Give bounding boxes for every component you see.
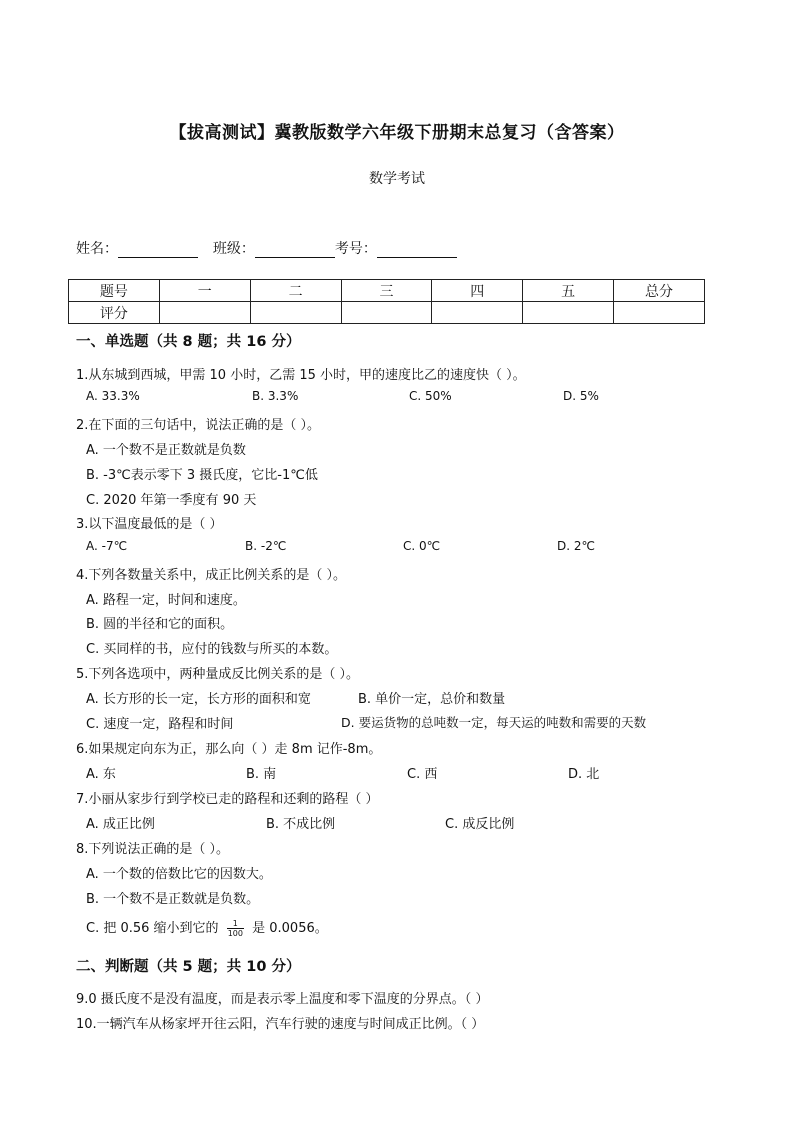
fraction-denominator: 100 (227, 929, 243, 938)
q5-option-c[interactable]: C. 速度一定，路程和时间 (86, 717, 234, 732)
score-header-cell: 一 (159, 280, 250, 302)
section-2-heading: 二、判断题（共 5 题；共 10 分） (76, 959, 301, 975)
score-header-cell: 二 (250, 280, 341, 302)
q6-option-d[interactable]: D. 北 (568, 767, 600, 782)
score-table-header-row (69, 280, 705, 302)
q7-option-c[interactable]: C. 成反比例 (445, 817, 515, 832)
q5-option-a[interactable]: A. 长方形的长一定，长方形的面积和宽 (86, 692, 311, 707)
q5-option-b[interactable]: B. 单价一定，总价和数量 (358, 692, 506, 707)
question-10: 10.一辆汽车从杨家坪开往云阳，汽车行驶的速度与时间成正比例。（ ） (76, 1017, 485, 1032)
question-8: 8.下列说法正确的是（ ）。 (76, 842, 230, 857)
q5-option-d[interactable]: D. 要运货物的总吨数一定，每天运的吨数和需要的天数 (341, 715, 647, 730)
class-label: 班级： (212, 241, 255, 257)
score-cell[interactable] (432, 302, 523, 324)
fraction (227, 919, 244, 938)
score-header-cell: 总分 (614, 280, 705, 302)
question-6: 6.如果规定向东为正，那么向（ ）走 8m 记作-8m。 (76, 742, 382, 757)
q1-option-b[interactable]: B. 3.3% (252, 389, 299, 403)
score-cell[interactable] (341, 302, 432, 324)
q3-option-c[interactable]: C. 0℃ (403, 539, 441, 553)
score-header-cell: 四 (432, 280, 523, 302)
name-blank[interactable] (118, 243, 198, 258)
q2-option-c[interactable]: C. 2020 年第一季度有 90 天 (86, 493, 257, 508)
q1-option-a[interactable]: A. 33.3% (86, 389, 140, 403)
score-cell[interactable] (523, 302, 614, 324)
q4-option-c[interactable]: C. 买同样的书，应付的钱数与所买的本数。 (86, 642, 338, 657)
q4-option-a[interactable]: A. 路程一定，时间和速度。 (86, 593, 246, 608)
page-subtitle: 数学考试 (369, 171, 425, 187)
q3-option-d[interactable]: D. 2℃ (557, 539, 595, 553)
score-header-cell: 五 (523, 280, 614, 302)
q6-option-b[interactable]: B. 南 (246, 767, 277, 782)
q7-option-b[interactable]: B. 不成比例 (266, 817, 336, 832)
score-table-score-row (69, 302, 705, 324)
q1-option-c[interactable]: C. 50% (409, 389, 452, 403)
q6-option-c[interactable]: C. 西 (407, 767, 438, 782)
q3-option-a[interactable]: A. -7℃ (86, 539, 128, 553)
page-title: 【拔高测试】冀教版数学六年级下册期末总复习（含答案） (169, 123, 625, 143)
score-cell[interactable] (159, 302, 250, 324)
question-4: 4.下列各数量关系中，成正比例关系的是（ ）。 (76, 568, 347, 583)
question-9: 9.0 摄氏度不是没有温度，而是表示零上温度和零下温度的分界点。（ ） (76, 992, 489, 1007)
score-cell[interactable] (250, 302, 341, 324)
q8-option-c-prefix: C. 把 0.56 缩小到它的 (86, 921, 219, 936)
q8-option-a[interactable]: A. 一个数的倍数比它的因数大。 (86, 867, 272, 882)
question-7: 7.小丽从家步行到学校已走的路程和还剩的路程（ ） (76, 792, 379, 807)
name-label: 姓名： (76, 241, 118, 257)
q2-option-a[interactable]: A. 一个数不是正数就是负数 (86, 443, 246, 458)
q8-option-b[interactable]: B. 一个数不是正数就是负数。 (86, 892, 260, 907)
student-info (76, 238, 457, 258)
score-header-cell: 三 (341, 280, 432, 302)
score-cell[interactable] (614, 302, 705, 324)
class-blank[interactable] (255, 243, 335, 258)
section-1-heading: 一、单选题（共 8 题；共 16 分） (76, 334, 301, 350)
q3-option-b[interactable]: B. -2℃ (245, 539, 287, 553)
question-3: 3.以下温度最低的是（ ） (76, 517, 223, 532)
q1-option-d[interactable]: D. 5% (563, 389, 599, 403)
question-1: 1.从东城到西城，甲需 10 小时，乙需 15 小时，甲的速度比乙的速度快（ ）。 (76, 368, 526, 383)
score-row-label: 评分 (69, 302, 160, 324)
score-table (68, 279, 705, 324)
q8-option-c-suffix: 是 0.0056。 (252, 921, 328, 936)
q8-option-c[interactable] (86, 917, 328, 938)
q4-option-b[interactable]: B. 圆的半径和它的面积。 (86, 617, 234, 632)
id-label: 考号： (334, 241, 377, 257)
question-2: 2.在下面的三句话中，说法正确的是（ ）。 (76, 418, 321, 433)
fraction-numerator: 1 (227, 919, 244, 929)
id-blank[interactable] (377, 243, 457, 258)
score-header-cell: 题号 (69, 280, 160, 302)
q6-option-a[interactable]: A. 东 (86, 767, 116, 782)
question-5: 5.下列各选项中，两种量成反比例关系的是（ ）。 (76, 667, 360, 682)
q7-option-a[interactable]: A. 成正比例 (86, 817, 155, 832)
q2-option-b[interactable]: B. -3℃表示零下 3 摄氏度，它比-1℃低 (86, 468, 318, 483)
